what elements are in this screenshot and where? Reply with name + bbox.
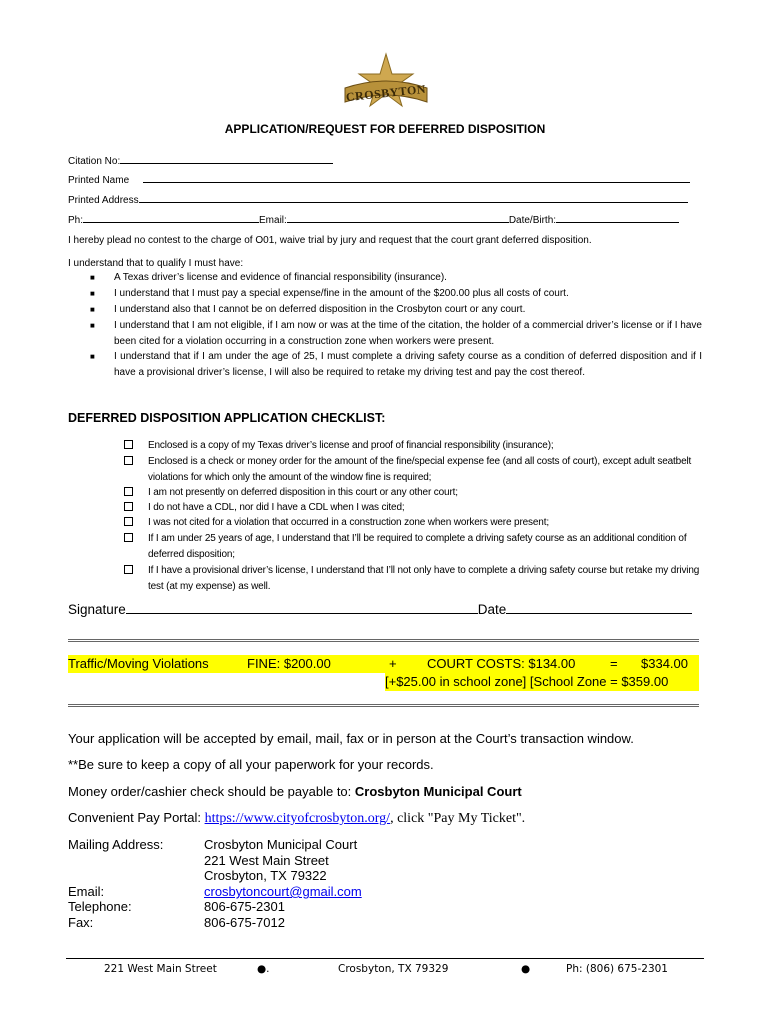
divider [68, 704, 699, 707]
checkbox[interactable] [124, 533, 133, 542]
list-item: ■ I understand that I must pay a special expense/fine in the amount of the $200.00 plus all costs of court. [90, 288, 569, 299]
crosbyton-logo [339, 52, 433, 114]
telephone-label: Telephone: [68, 899, 132, 914]
email-link[interactable]: crosbytoncourt@gmail.com [204, 884, 362, 899]
payable-note: Money order/cashier check should be payable to: Crosbyton Municipal Court [68, 784, 522, 799]
divider [68, 639, 699, 642]
checklist-item[interactable]: Enclosed is a check or money order for the amount of the fine/special expense fee (and all costs of court), except adult seatbelt violations for which only the amount of the window fine is required; [124, 454, 704, 485]
list-item: ■ I understand that I am not eligible, if I am now or was at the time of the citation, the holder of a commercial driver’s license or if I have been cited for a violation occurring in a construction zone when workers were present. [90, 320, 702, 347]
court-costs: COURT COSTS: $134.00 [427, 656, 576, 671]
footer-divider [66, 958, 704, 959]
equals-sign: = [610, 656, 618, 671]
citation-label: Citation No: [68, 156, 121, 167]
list-item: ■ I understand also that I cannot be on deferred disposition in the Crosbyton court or any court. [90, 304, 526, 315]
dob-label: Date/Birth: [508, 215, 557, 226]
portal-link[interactable]: https://www.cityofcrosbyton.org/ [204, 811, 391, 826]
list-item: ■ A Texas driver’s license and evidence of financial responsibility (insurance). [90, 272, 447, 283]
checklist-item[interactable]: If I have a provisional driver’s license, I understand that I’ll not only have to complete a driving safety course but retake my driving test (at my expense) as well. [124, 563, 704, 594]
checkbox[interactable] [124, 440, 133, 449]
checkbox[interactable] [124, 456, 133, 465]
checkbox[interactable] [124, 487, 133, 496]
checklist-heading: DEFERRED DISPOSITION APPLICATION CHECKLIST: [68, 411, 386, 425]
school-zone-fee: [+$25.00 in school zone] [School Zone = $359.00 [385, 673, 699, 691]
citation-field[interactable] [68, 153, 698, 170]
footer-street: 221 West Main Street [104, 963, 217, 975]
email-contact-label: Email: [68, 884, 105, 899]
checklist-item[interactable]: I am not presently on deferred disposition in this court or any other court; [124, 485, 704, 501]
signature-label: Signature [68, 602, 126, 617]
mailing-label: Mailing Address: [68, 837, 164, 852]
address-line: Crosbyton, TX 79322 [204, 868, 327, 883]
page-title: APPLICATION/REQUEST FOR DEFERRED DISPOSITION [224, 122, 546, 136]
signature-line[interactable] [68, 601, 692, 617]
qualify-intro: I understand that to qualify I must have: [68, 258, 244, 269]
printed-name-label: Printed Name [68, 175, 130, 186]
footer-separator: ●. [257, 963, 270, 975]
footer-city: Crosbyton, TX 79329 [338, 963, 449, 975]
accepted-note: Your application will be accepted by email, mail, fax or in person at the Court’s transaction window. [68, 731, 634, 746]
checklist-item[interactable]: If I am under 25 years of age, I understand that I’ll be required to complete a driving safety course as an additional condition of deferred disposition; [124, 531, 704, 562]
plea-statement: I hereby plead no contest to the charge of O01, waive trial by jury and request that the court grant deferred disposition. [68, 235, 592, 246]
address-line: 221 West Main Street [204, 853, 329, 868]
printed-name-field[interactable] [68, 172, 698, 189]
phone-label: Ph: [68, 215, 84, 226]
address-line: Crosbyton Municipal Court [204, 837, 358, 852]
checklist-item[interactable]: I do not have a CDL, nor did I have a CDL when I was cited; [124, 500, 704, 516]
printed-address-field[interactable] [68, 192, 698, 209]
telephone-value: 806-675-2301 [204, 899, 285, 914]
pay-portal: Convenient Pay Portal: https://www.cityofcrosbyton.org/, click "Pay My Ticket". [68, 810, 526, 826]
plus-sign: + [389, 656, 397, 671]
list-item: ■ I understand that if I am under the age of 25, I must complete a driving safety course as a condition of deferred disposition and if I have a provisional driver’s license, I will also be required to retake my driving test and pay the cost thereof. [90, 351, 702, 378]
fine-amount: FINE: $200.00 [247, 656, 331, 671]
printed-address-label: Printed Address [68, 195, 139, 206]
checklist-item[interactable]: I was not cited for a violation that occurred in a construction zone when workers were present; [124, 515, 704, 531]
logo-text: CROSBYTON [345, 81, 427, 105]
checkbox[interactable] [124, 517, 133, 526]
footer-phone: Ph: (806) 675-2301 [566, 963, 668, 975]
email-label: Email: [259, 215, 287, 226]
fee-category: Traffic/Moving Violations [68, 656, 209, 671]
keep-copy-note: **Be sure to keep a copy of all your paperwork for your records. [68, 757, 434, 772]
checkbox[interactable] [124, 502, 133, 511]
contact-fields[interactable] [68, 212, 698, 229]
footer-separator: ● [521, 963, 531, 975]
fax-label: Fax: [68, 915, 94, 930]
checkbox[interactable] [124, 565, 133, 574]
fax-value: 806-675-7012 [204, 915, 285, 930]
checklist-item[interactable]: Enclosed is a copy of my Texas driver’s license and proof of financial responsibility (insurance); [124, 438, 704, 454]
total-amount: $334.00 [641, 656, 688, 671]
payable-to: Crosbyton Municipal Court [354, 784, 522, 799]
date-label: Date [477, 602, 507, 617]
